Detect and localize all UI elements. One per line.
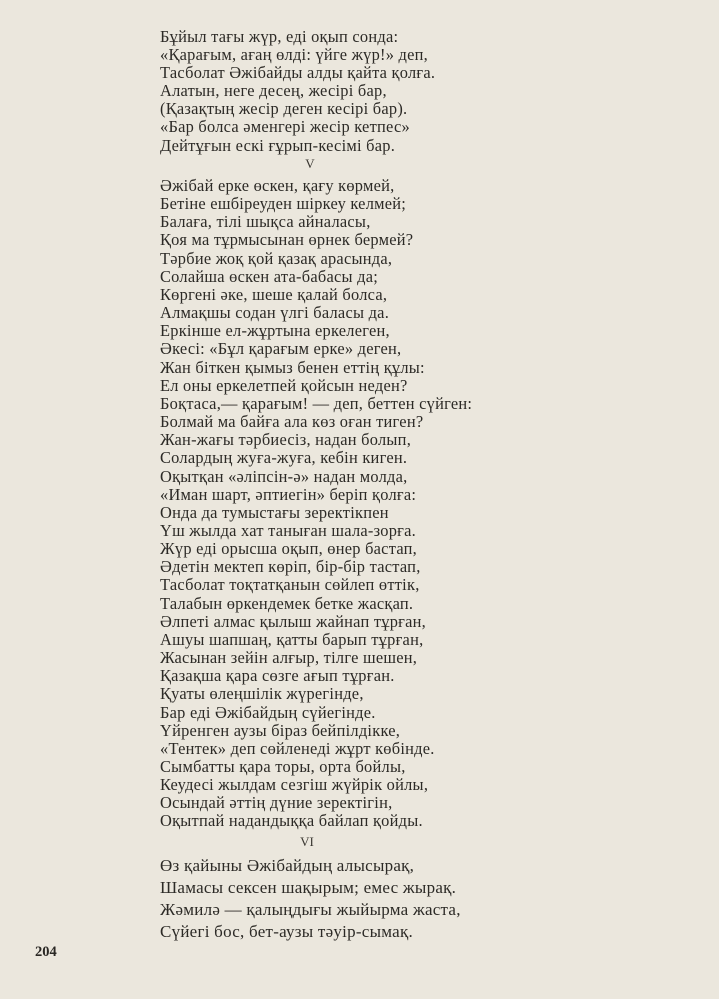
poem-line: Оқытқан «әліпсін-ә» надан молда,	[160, 466, 408, 486]
poem-line: Солардың жуға-жуға, кебін киген.	[160, 448, 408, 468]
poem-line: Тәрбие жоқ қой қазақ арасында,	[160, 248, 393, 268]
poem-line: «Иман шарт, әптиегін» беріп қолға:	[160, 484, 417, 504]
poem-line: Осындай әттің дүние зеректігін,	[160, 793, 393, 813]
poem-line: Ашуы шапшаң, қатты барып тұрған,	[160, 629, 424, 649]
poem-line: Жүр еді орысша оқып, өнер бастап,	[160, 539, 417, 559]
stanza-c	[160, 855, 461, 943]
poem-line: Кеудесі жылдам сезгіш жүйрік ойлы,	[160, 775, 429, 795]
poem-line: Әжібай ерке өскен, қағу көрмей,	[160, 176, 395, 195]
poem-line: Бұйыл тағы жүр, еді оқып сонда:	[160, 27, 399, 46]
poem-line: Әлпеті алмас қылыш жайнап тұрған,	[160, 611, 427, 631]
poem-line: Өз қайыны Әжібайдың алысырақ,	[160, 856, 415, 875]
poem-line: Талабын өркендемек бетке жасқап.	[160, 593, 414, 613]
poem-line: «Тентек» деп сөйленеді жұрт көбінде.	[160, 738, 435, 758]
poem-line: Дейтұғын ескі ғұрып-кесімі бар.	[160, 135, 396, 155]
poem-line: Үйренген аузы біраз бейпілдікке,	[160, 720, 401, 740]
poem-line: Шамасы сексен шақырым; емес жырақ.	[160, 878, 457, 897]
stanza-a	[160, 28, 435, 155]
poem-line: Қазақша қара сөзге ағып тұрған.	[160, 666, 395, 686]
poem-line: Әкесі: «Бұл қарағым ерке» деген,	[160, 339, 402, 359]
poem-line: Алатын, неге десең, жесірі бар,	[160, 81, 387, 101]
poem-line: Бар еді Әжібайдың сүйегінде.	[160, 702, 376, 722]
poem-line: Жасынан зейін алғыр, тілге шешен,	[160, 648, 418, 668]
poem-line: «Қарағым, ағаң өлді: үйге жүр!» деп,	[160, 45, 429, 65]
poem-line: «Бар болса әменгері жесір кетпес»	[160, 117, 410, 137]
page-number: 204	[35, 944, 57, 960]
poem-line: Оқытпай надандыққа байлап қойды.	[160, 811, 423, 831]
poem-line: Балаға, тілі шықса айналасы,	[160, 212, 371, 232]
poem-line: Алмақшы содан үлгі баласы да.	[160, 303, 390, 323]
poem-line: Солайша өскен ата-бабасы да;	[160, 266, 379, 286]
poem-line: Сымбатты қара торы, орта бойлы,	[160, 757, 406, 776]
stanza-b	[160, 177, 472, 831]
poem-line: Тасболат Әжібайды алды қайта қолға.	[160, 63, 436, 83]
poem-line: Сүйегі бос, бет-аузы тәуір-сымақ.	[160, 922, 413, 941]
poem-line: Онда да тумыстағы зеректікпен	[160, 502, 389, 522]
poem-line: Жан-жағы тәрбиесіз, надан болып,	[160, 430, 412, 450]
poem-line: Көргені әке, шеше қалай болса,	[160, 284, 388, 304]
poem-line: Қоя ма тұрмысынан өрнек бермей?	[160, 230, 414, 250]
poem-line: Қуаты өлеңшілік жүрегінде,	[160, 684, 364, 704]
poem-line: Еркінше ел-жұртына еркелеген,	[160, 321, 390, 341]
poem-line: Боқтаса,— қарағым! — деп, беттен сүйген:	[160, 393, 473, 413]
poem-line: Болмай ма байға ала көз оған тиген?	[160, 412, 424, 432]
poem-line: Үш жылда хат таныған шала-зорға.	[160, 520, 416, 540]
poem-line: Әдетін мектеп көріп, бір-бір тастап,	[160, 557, 421, 577]
section-heading-vi: VI	[300, 834, 314, 849]
poem-line: Жан біткен қымыз бенен еттің құлы:	[160, 357, 425, 377]
poem-line: Жәмилә — қалыңдығы жыйырма жаста,	[160, 900, 461, 919]
poem-line: Ел оны еркелетпей қойсын неден?	[160, 375, 408, 395]
poem-line: Бетіне ешбіреуден шіркеу келмей;	[160, 194, 407, 214]
poem-line: (Қазақтың жесір деген кесірі бар).	[160, 99, 408, 119]
section-heading-v: V	[305, 156, 315, 171]
poem-line: Тасболат тоқтатқанын сөйлеп өттік,	[160, 575, 420, 595]
